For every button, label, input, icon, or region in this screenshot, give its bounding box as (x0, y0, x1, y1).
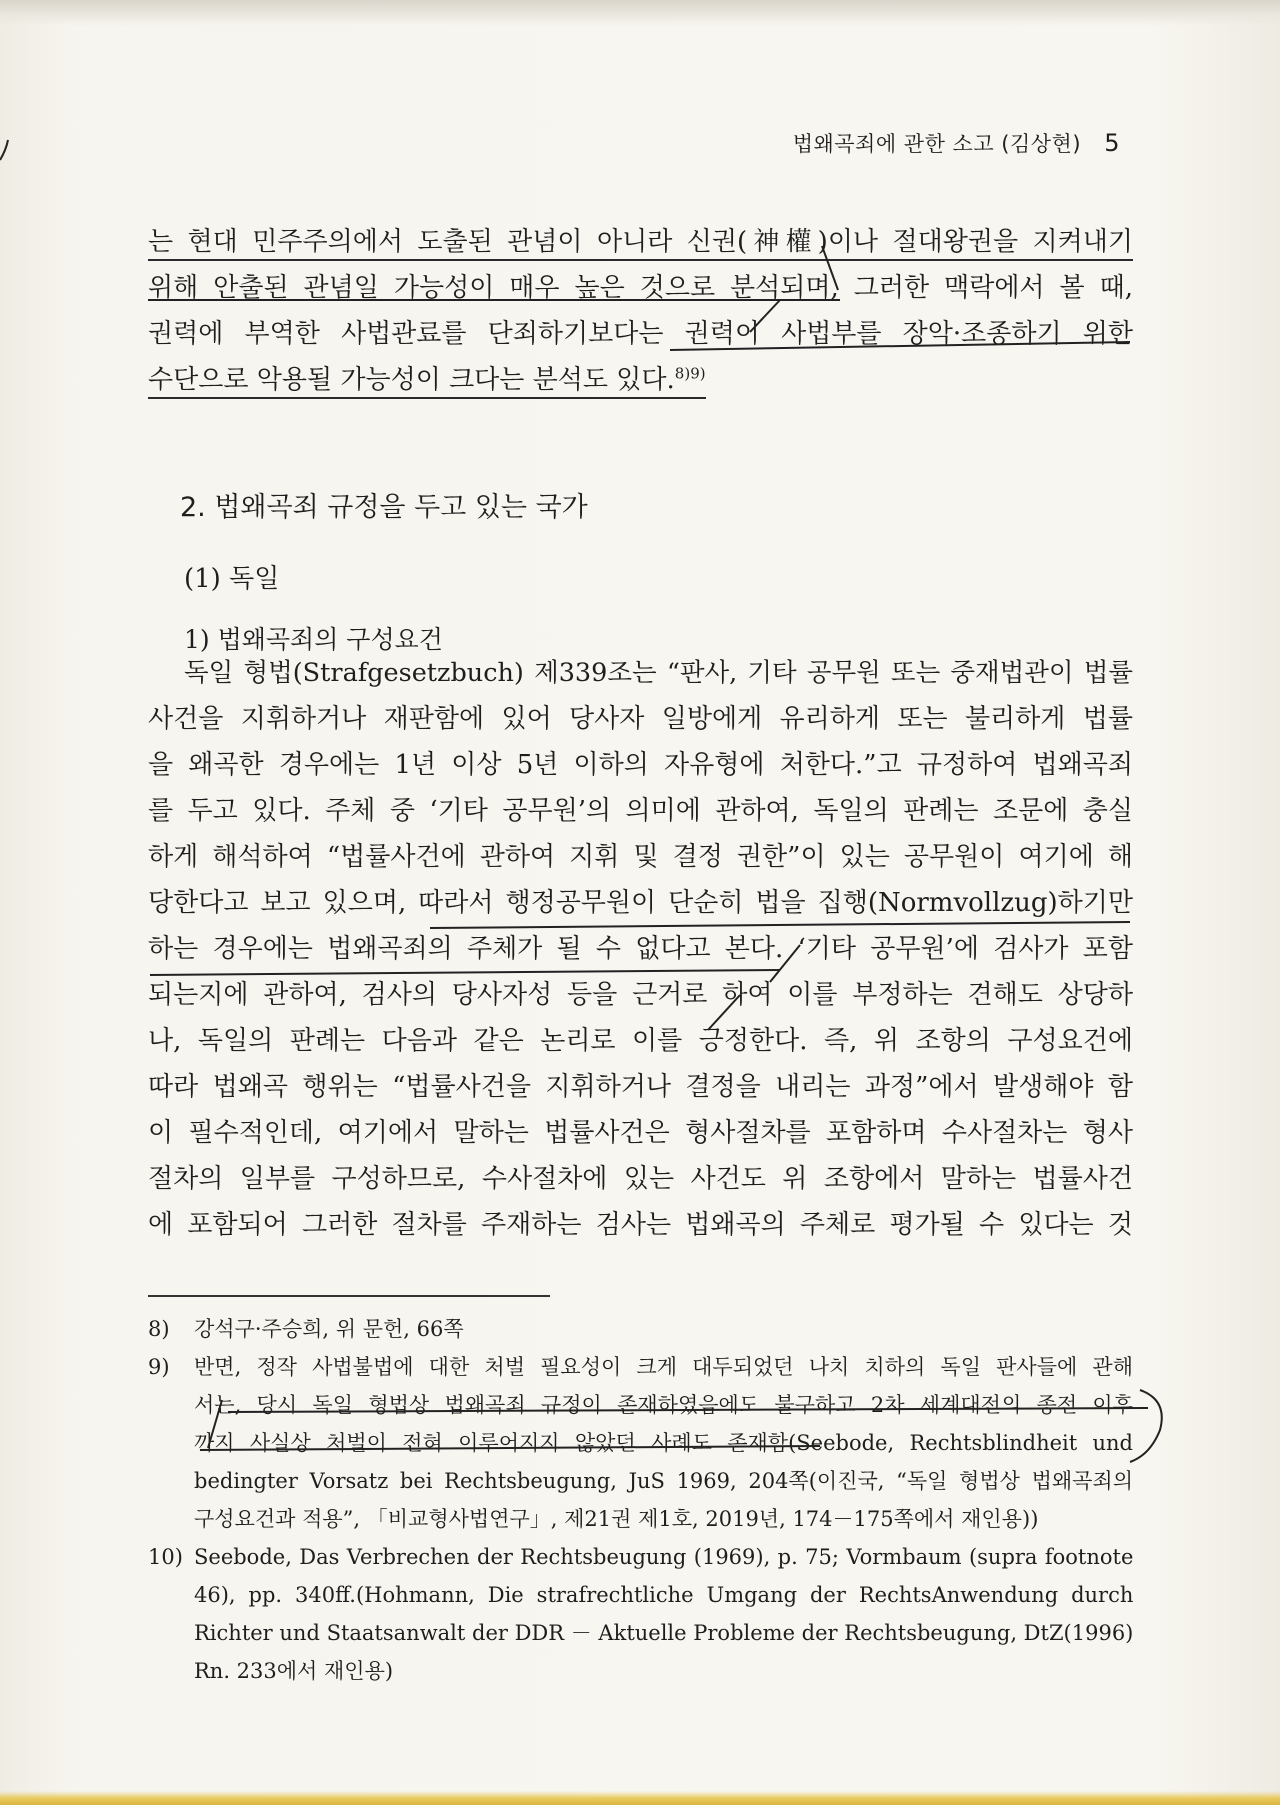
footnote-10 (148, 1538, 1133, 1690)
text-line: 이 필수적인데, 여기에서 말하는 법률사건은 형사절차를 포함하며 수사절차는 형사 (148, 1118, 1133, 1148)
footnote-number: 9) (148, 1355, 170, 1379)
text-line: 되는지에 관하여, 검사의 당사자성 등을 근거로 하여 이를 부정하는 견해도 상당하 (148, 980, 1133, 1010)
text-line: 에 포함되어 그러한 절차를 주재하는 검사는 법왜곡의 주체로 평가될 수 있다는 것 (148, 1210, 1133, 1240)
subsubsection-heading: 1) 법왜곡죄의 구성요건 (184, 625, 443, 654)
footnote-8 (148, 1310, 1133, 1348)
text-line: 당한다고 보고 있으며, 따라서 행정공무원이 단순히 법을 집행(Normvollzug)하기만 (148, 888, 1133, 918)
text-line: 하는 경우에는 법왜곡죄의 주체가 될 수 없다고 본다. ‘기타 공무원’에 검사가 포함 (148, 934, 1133, 964)
pen-bracket (1130, 1390, 1162, 1462)
text-line: 는 현대 민주주의에서 도출된 관념이 아니라 신권(神權)이나 절대왕권을 지켜내기 (148, 219, 1133, 265)
footnote-9 (148, 1348, 1133, 1538)
footnote-line: 서는, 당시 독일 형법상 법왜곡죄 규정이 존재하였음에도 불구하고 2차 세계대전의 종전 이후 (194, 1393, 1133, 1417)
header-title: 법왜곡죄에 관한 소고 (김상현) (792, 132, 1082, 156)
text-line: 사건을 지휘하거나 재판함에 있어 당사자 일방에게 유리하게 또는 불리하게 법률 (148, 704, 1133, 734)
footnote-ref[interactable]: 8)9) (674, 364, 706, 383)
subsection-heading: (1) 독일 (184, 564, 280, 594)
text-line: 나, 독일의 판례는 다음과 같은 논리로 이를 긍정한다. 즉, 위 조항의 구성요건에 (148, 1026, 1133, 1056)
running-header (793, 128, 1120, 158)
page-number: 5 (1104, 129, 1120, 157)
text-line: 수단으로 악용될 가능성이 크다는 분석도 있다.$^{8)9)}$ (148, 357, 1133, 403)
text-line: 권력에 부역한 사법관료를 단죄하기보다는 권력이 사법부를 장악·조종하기 위한 (148, 319, 1133, 349)
paragraph-body (148, 650, 1133, 1248)
paragraph-continued (148, 219, 1133, 403)
page-bottom-edge (0, 1791, 1280, 1805)
footnote-line: 46), pp. 340ff.(Hohmann, Die strafrechtliche Umgang der RechtsAnwendung durch (194, 1583, 1134, 1607)
text-line: 위해 안출된 관념일 가능성이 매우 높은 것으로 분석되며, 그러한 맥락에서 볼 때, (148, 273, 1133, 303)
footnotes (148, 1310, 1133, 1690)
footnote-number: 10) (148, 1545, 183, 1569)
footnote-line: 반면, 정작 사법불법에 대한 처벌 필요성이 크게 대두되었던 나치 치하의 독일 판사들에 관해 (194, 1355, 1133, 1379)
footnote-line: 강석구·주승희, 위 문헌, 66쪽 (194, 1317, 464, 1341)
section-heading: 2. 법왜곡죄 규정을 두고 있는 국가 (180, 492, 588, 523)
footnote-line: 구성요건과 적용”, 「비교형사법연구」, 제21권 제1호, 2019년, 174－175쪽에서 재인용)) (194, 1507, 1039, 1531)
text-line: 하게 해석하여 “법률사건에 관하여 지휘 및 결정 권한”이 있는 공무원이 여기에 해 (148, 842, 1133, 872)
text-line: 절차의 일부를 구성하므로, 수사절차에 있는 사건도 위 조항에서 말하는 법률사건 (148, 1164, 1133, 1194)
text-line: 따라 법왜곡 행위는 “법률사건을 지휘하거나 결정을 내리는 과정”에서 발생해야 함 (148, 1072, 1133, 1102)
text-line: 을 왜곡한 경우에는 1년 이상 5년 이하의 자유형에 처한다.”고 규정하여 법왜곡죄 (148, 750, 1133, 780)
footnote-line: Richter und Staatsanwalt der DDR － Aktuelle Probleme der Rechtsbeugung, DtZ(1996) (194, 1621, 1134, 1645)
footnote-separator (148, 1295, 550, 1297)
footnote-line: bedingter Vorsatz bei Rechtsbeugung, JuS 1969, 204쪽(이진국, “독일 형법상 법왜곡죄의 (194, 1469, 1133, 1493)
pen-mark (0, 140, 8, 160)
footnote-line: Seebode, Das Verbrechen der Rechtsbeugung (1969), p. 75; Vormbaum (supra footnote (194, 1545, 1134, 1569)
page-top-edge (0, 0, 1280, 26)
text-line: 독일 형법(Strafgesetzbuch) 제339조는 “판사, 기타 공무원 또는 중재법관이 법률 (184, 658, 1133, 688)
footnote-line: 까지 사실상 처벌이 전혀 이루어지지 않았던 사례도 존재함(Seebode, Rechtsblindheit und (194, 1431, 1133, 1455)
footnote-line: Rn. 233에서 재인용) (194, 1659, 394, 1683)
text-line: 를 두고 있다. 주체 중 ‘기타 공무원’의 의미에 관하여, 독일의 판례는 조문에 충실 (148, 796, 1133, 826)
footnote-number: 8) (148, 1317, 170, 1341)
